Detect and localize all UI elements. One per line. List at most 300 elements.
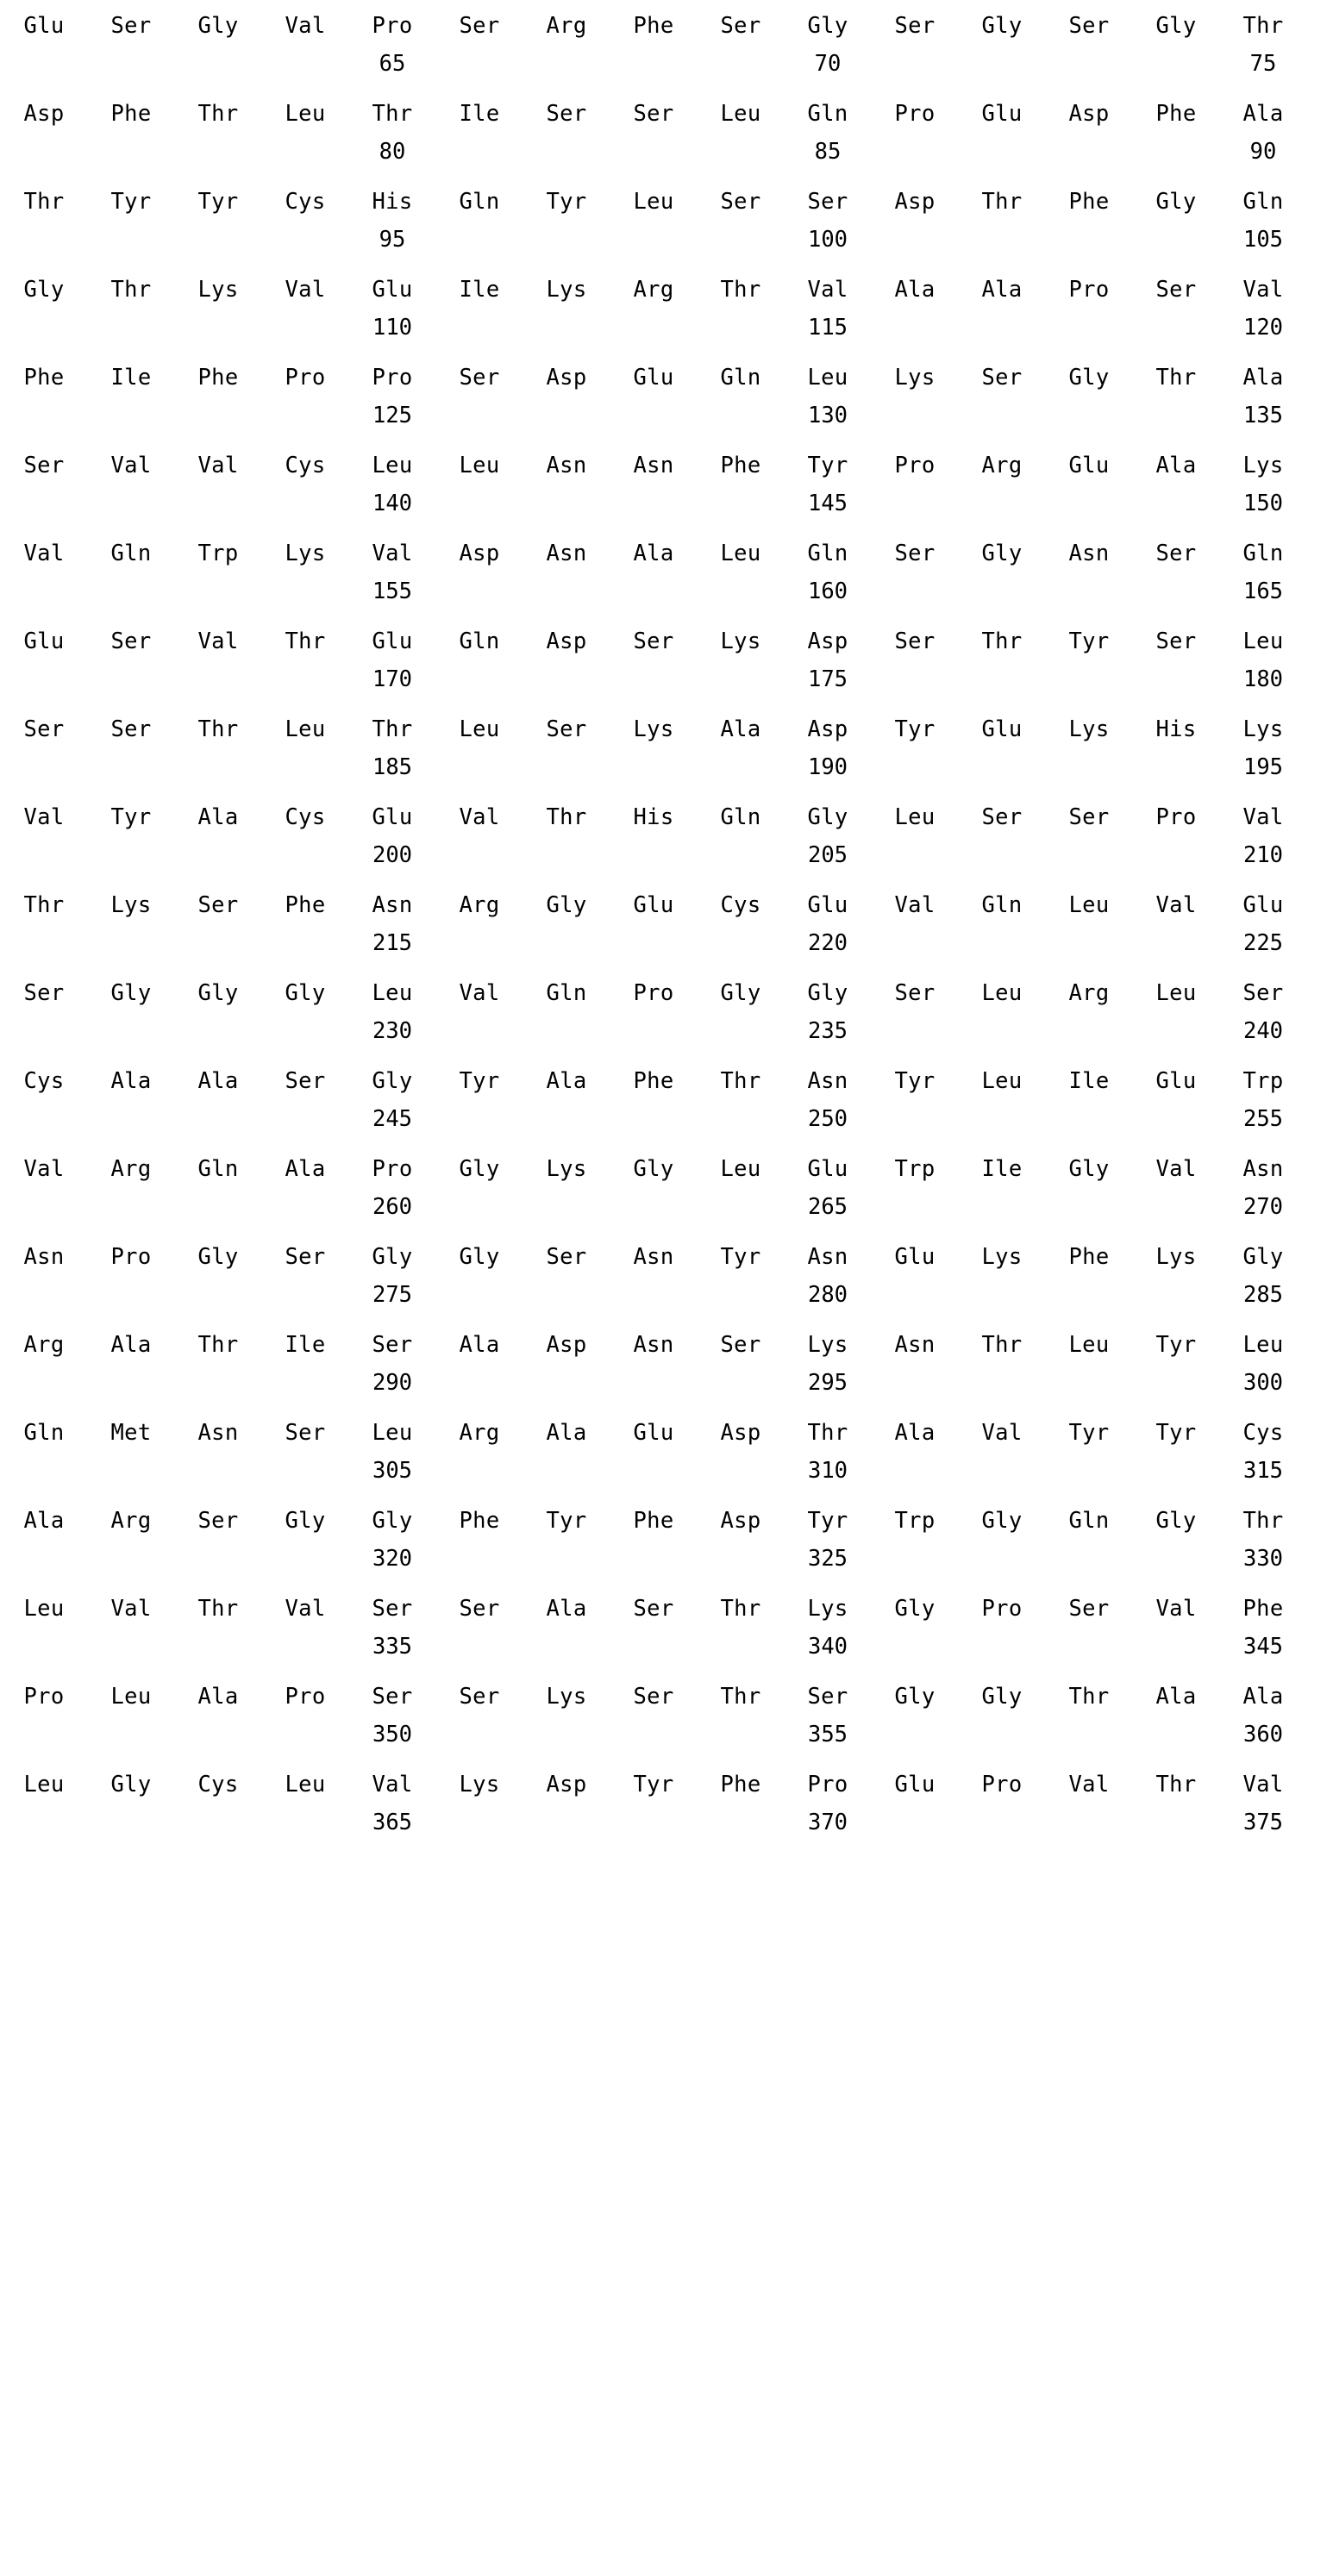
- sequence-block: [19, 1332, 1288, 1396]
- residue-number-row: [19, 314, 1288, 341]
- residue-number-spacer: [19, 1197, 69, 1219]
- residue: Glu: [894, 1772, 936, 1798]
- residue-number-row: [19, 1809, 1288, 1835]
- residue: Ala: [1155, 453, 1197, 478]
- residue: Gln: [197, 1156, 239, 1182]
- residue-number-spacer: [280, 141, 330, 164]
- residue: Phe: [720, 1772, 761, 1798]
- residue-number-spacer: [1064, 1636, 1114, 1659]
- residue-number: 220: [807, 929, 848, 956]
- residue: Ala: [110, 1332, 152, 1358]
- residue-number-spacer: [19, 1021, 69, 1043]
- residue: Asn: [633, 1244, 674, 1270]
- sequence-block: [19, 543, 1288, 603]
- residue-number: 135: [1242, 402, 1284, 428]
- residue-number-spacer: [541, 1372, 591, 1395]
- sequence-block: [19, 980, 1288, 1044]
- residue: Gln: [1242, 541, 1284, 566]
- residue-number-spacer: [541, 141, 591, 164]
- residue: Gly: [372, 1244, 413, 1270]
- residue: Lys: [110, 892, 152, 918]
- residue-number-spacer: [1064, 581, 1114, 603]
- residue: Lys: [807, 1596, 848, 1622]
- residue: Thr: [372, 716, 413, 742]
- residue: Gln: [459, 189, 500, 215]
- residue-number-spacer: [193, 317, 243, 340]
- residue: Asp: [1068, 101, 1110, 127]
- residue: Pro: [23, 1684, 65, 1710]
- residue: Glu: [1242, 892, 1284, 918]
- residue: Ser: [285, 1244, 326, 1270]
- residue: Val: [1068, 1772, 1110, 1798]
- residue-number: 245: [372, 1105, 413, 1132]
- residue-number-spacer: [1064, 1021, 1114, 1043]
- residue-number-spacer: [890, 845, 940, 867]
- residue: Gly: [546, 892, 587, 918]
- residue: Phe: [720, 453, 761, 478]
- residue: Ala: [1242, 365, 1284, 391]
- residue-number-spacer: [977, 933, 1027, 955]
- residue-number-spacer: [977, 1021, 1027, 1043]
- residue-row: [19, 13, 1288, 39]
- residue: Thr: [981, 628, 1023, 654]
- residue: Leu: [110, 1684, 152, 1710]
- residue: Asn: [807, 1068, 848, 1094]
- residue: Leu: [981, 1068, 1023, 1094]
- residue-number-spacer: [1151, 1812, 1201, 1835]
- residue: Lys: [1155, 1244, 1197, 1270]
- residue: Arg: [633, 277, 674, 303]
- residue: Phe: [459, 1508, 500, 1534]
- residue-number-spacer: [193, 1372, 243, 1395]
- residue-number: 95: [379, 226, 406, 253]
- residue: Leu: [807, 365, 848, 391]
- residue: Ser: [1068, 804, 1110, 830]
- residue-number-spacer: [629, 317, 679, 340]
- residue-row: [19, 892, 1288, 918]
- residue-number: 315: [1242, 1457, 1284, 1484]
- residue-number-spacer: [977, 581, 1027, 603]
- residue: Gly: [894, 1684, 936, 1710]
- residue-number-spacer: [541, 1548, 591, 1571]
- residue: Gln: [110, 541, 152, 566]
- residue-number-spacer: [890, 1197, 940, 1219]
- residue-number-spacer: [280, 933, 330, 955]
- residue: Cys: [1242, 1420, 1284, 1446]
- residue-number-spacer: [541, 1197, 591, 1219]
- residue: Gly: [981, 541, 1023, 566]
- residue-number-spacer: [629, 845, 679, 867]
- residue-number-spacer: [890, 53, 940, 76]
- residue-number-spacer: [977, 53, 1027, 76]
- residue-number-spacer: [977, 1460, 1027, 1483]
- residue: Lys: [1242, 716, 1284, 742]
- residue: Phe: [285, 892, 326, 918]
- residue: Ser: [1155, 541, 1197, 566]
- residue-number: 125: [372, 402, 413, 428]
- residue-number-spacer: [19, 581, 69, 603]
- residue: Cys: [285, 189, 326, 215]
- residue-number-spacer: [1064, 933, 1114, 955]
- residue-number-spacer: [629, 1548, 679, 1571]
- residue: Glu: [633, 365, 674, 391]
- sequence-block: [19, 1068, 1288, 1132]
- residue-number-spacer: [19, 493, 69, 516]
- residue-number: 320: [372, 1545, 413, 1572]
- residue-number: 180: [1242, 666, 1284, 692]
- residue-number-spacer: [280, 1285, 330, 1307]
- residue-number-row: [19, 1545, 1288, 1572]
- residue: Asn: [23, 1244, 65, 1270]
- residue: Ala: [197, 804, 239, 830]
- residue: Gly: [459, 1156, 500, 1182]
- residue-number-spacer: [716, 229, 766, 252]
- sequence-block: [19, 1774, 1288, 1834]
- residue-number-spacer: [19, 405, 69, 428]
- residue: Ser: [633, 101, 674, 127]
- residue-number-row: [19, 1105, 1288, 1132]
- residue-number-spacer: [541, 581, 591, 603]
- residue: Val: [23, 1156, 65, 1182]
- residue-number-spacer: [454, 1812, 504, 1835]
- residue-number-spacer: [106, 1372, 156, 1395]
- residue-number-spacer: [890, 493, 940, 516]
- residue: Pro: [285, 1684, 326, 1710]
- residue-number: 185: [372, 753, 413, 780]
- residue: Gly: [372, 1068, 413, 1094]
- residue-number-spacer: [454, 933, 504, 955]
- residue-number: 235: [807, 1017, 848, 1044]
- residue-number-spacer: [890, 1724, 940, 1747]
- residue: Ser: [546, 716, 587, 742]
- residue: Ser: [23, 980, 65, 1006]
- residue-number-row: [19, 929, 1288, 956]
- residue: Phe: [633, 1068, 674, 1094]
- residue: Val: [459, 980, 500, 1006]
- residue: Thr: [197, 716, 239, 742]
- residue: Leu: [372, 453, 413, 478]
- residue-number: 145: [807, 490, 848, 516]
- residue: Gly: [285, 1508, 326, 1534]
- residue: Gln: [807, 541, 848, 566]
- residue-number-spacer: [1151, 669, 1201, 691]
- residue-number-row: [19, 490, 1288, 516]
- residue-number-spacer: [19, 141, 69, 164]
- residue-number-spacer: [454, 1636, 504, 1659]
- residue: Thr: [981, 189, 1023, 215]
- residue-number-spacer: [193, 1636, 243, 1659]
- residue-number-row: [19, 1369, 1288, 1396]
- residue-number-spacer: [541, 229, 591, 252]
- residue-number-spacer: [1064, 669, 1114, 691]
- residue-number-spacer: [890, 1109, 940, 1131]
- residue: Thr: [23, 189, 65, 215]
- residue-number: 190: [807, 753, 848, 780]
- residue: Val: [1242, 277, 1284, 303]
- residue-number: 340: [807, 1633, 848, 1660]
- residue-number-spacer: [977, 1109, 1027, 1131]
- residue: Gln: [807, 101, 848, 127]
- residue-row: [19, 1422, 1288, 1445]
- residue: Ser: [546, 101, 587, 127]
- residue-number-spacer: [454, 141, 504, 164]
- residue: Thr: [1155, 1772, 1197, 1798]
- residue-number-spacer: [193, 1724, 243, 1747]
- residue-number-spacer: [541, 1724, 591, 1747]
- residue-number-spacer: [280, 669, 330, 691]
- residue-row: [19, 455, 1288, 478]
- residue: Leu: [1155, 980, 1197, 1006]
- residue: Tyr: [894, 1068, 936, 1094]
- residue-number-spacer: [890, 229, 940, 252]
- residue: Asp: [546, 365, 587, 391]
- residue-number-spacer: [193, 1285, 243, 1307]
- residue-number-spacer: [1151, 757, 1201, 779]
- residue: Cys: [285, 804, 326, 830]
- residue-number-row: [19, 402, 1288, 428]
- residue-number-spacer: [541, 53, 591, 76]
- residue: Gly: [197, 1244, 239, 1270]
- residue: Tyr: [633, 1772, 674, 1798]
- residue: Ala: [894, 277, 936, 303]
- residue-number: 195: [1242, 753, 1284, 780]
- residue-number-row: [19, 1721, 1288, 1748]
- residue-number: 225: [1242, 929, 1284, 956]
- residue: Cys: [197, 1772, 239, 1798]
- residue: Val: [285, 1596, 326, 1622]
- residue-number-spacer: [716, 1197, 766, 1219]
- residue-number-spacer: [716, 581, 766, 603]
- residue-number-spacer: [1064, 229, 1114, 252]
- residue: Phe: [633, 13, 674, 39]
- residue-row: [19, 1244, 1288, 1270]
- residue: Met: [110, 1420, 152, 1446]
- residue-number-spacer: [1151, 1285, 1201, 1307]
- residue-number-spacer: [1064, 1285, 1114, 1307]
- residue-number-spacer: [454, 757, 504, 779]
- residue-number: 265: [807, 1193, 848, 1220]
- sequence-block: [19, 1422, 1288, 1482]
- sequence-block: [19, 13, 1288, 77]
- residue: Ile: [285, 1332, 326, 1358]
- residue: Phe: [1068, 189, 1110, 215]
- residue-number-spacer: [1064, 1812, 1114, 1835]
- residue-number-row: [19, 841, 1288, 868]
- residue-number: 345: [1242, 1633, 1284, 1660]
- residue: Gly: [807, 980, 848, 1006]
- residue-number-spacer: [19, 317, 69, 340]
- residue-number-spacer: [977, 1548, 1027, 1571]
- residue-number-spacer: [629, 669, 679, 691]
- residue: Arg: [110, 1156, 152, 1182]
- residue: Ala: [546, 1068, 587, 1094]
- residue-number-spacer: [193, 1197, 243, 1219]
- residue-number-spacer: [629, 1109, 679, 1131]
- residue-number-spacer: [1064, 1724, 1114, 1747]
- residue-number-spacer: [1151, 53, 1201, 76]
- residue-number: 360: [1242, 1721, 1284, 1748]
- residue: Gly: [285, 980, 326, 1006]
- residue-number-spacer: [106, 1109, 156, 1131]
- residue: Thr: [285, 628, 326, 654]
- residue: Leu: [1068, 1332, 1110, 1358]
- residue: Leu: [1242, 628, 1284, 654]
- residue: Trp: [197, 541, 239, 566]
- residue-number: 175: [807, 666, 848, 692]
- residue-number-spacer: [541, 669, 591, 691]
- residue-number: 230: [372, 1017, 413, 1044]
- residue-number-spacer: [193, 1021, 243, 1043]
- residue: Ala: [110, 1068, 152, 1094]
- residue-number-spacer: [716, 757, 766, 779]
- residue-number-spacer: [1151, 1636, 1201, 1659]
- residue-number-spacer: [280, 317, 330, 340]
- sequence-block: [19, 279, 1288, 339]
- residue-number-spacer: [280, 405, 330, 428]
- residue-row: [19, 980, 1288, 1006]
- residue: Lys: [546, 1684, 587, 1710]
- residue: Gly: [1155, 13, 1197, 39]
- residue-number-spacer: [716, 1109, 766, 1131]
- residue-number-spacer: [280, 1372, 330, 1395]
- residue: Gly: [807, 804, 848, 830]
- residue-number-spacer: [193, 493, 243, 516]
- residue-row: [19, 367, 1288, 390]
- residue-number-spacer: [454, 1724, 504, 1747]
- residue: Ser: [720, 13, 761, 39]
- residue: Leu: [720, 101, 761, 127]
- residue-number-spacer: [629, 1285, 679, 1307]
- residue: Gly: [1068, 365, 1110, 391]
- residue-number: 115: [807, 314, 848, 341]
- residue: Asp: [807, 628, 848, 654]
- residue: Val: [1155, 1596, 1197, 1622]
- residue: Pro: [1068, 277, 1110, 303]
- residue: Leu: [285, 101, 326, 127]
- residue-number: 140: [372, 490, 413, 516]
- residue: Thr: [23, 892, 65, 918]
- residue: Gly: [981, 1684, 1023, 1710]
- residue-number-spacer: [106, 1460, 156, 1483]
- sequence-block: [19, 1156, 1288, 1220]
- residue-number-spacer: [1151, 1460, 1201, 1483]
- residue: Ser: [23, 453, 65, 478]
- residue-number-spacer: [541, 1636, 591, 1659]
- residue: Trp: [894, 1508, 936, 1534]
- residue: Val: [110, 1596, 152, 1622]
- residue-number-spacer: [106, 933, 156, 955]
- residue: Val: [1242, 804, 1284, 830]
- residue-number-spacer: [19, 53, 69, 76]
- residue-number-spacer: [890, 1812, 940, 1835]
- residue-number-spacer: [629, 1636, 679, 1659]
- residue-number: 365: [372, 1809, 413, 1835]
- residue-number-spacer: [106, 1812, 156, 1835]
- residue-number-spacer: [454, 1372, 504, 1395]
- residue-number-spacer: [977, 405, 1027, 428]
- residue: Pro: [372, 365, 413, 391]
- residue-number-spacer: [106, 1724, 156, 1747]
- residue: Gln: [981, 892, 1023, 918]
- residue: Arg: [459, 892, 500, 918]
- residue: Leu: [981, 980, 1023, 1006]
- residue-number-spacer: [629, 1460, 679, 1483]
- residue: Lys: [459, 1772, 500, 1798]
- residue: Glu: [981, 101, 1023, 127]
- residue-number-spacer: [716, 1021, 766, 1043]
- residue: Ile: [110, 365, 152, 391]
- residue-row: [19, 1332, 1288, 1358]
- residue: Glu: [981, 716, 1023, 742]
- residue: Ser: [459, 365, 500, 391]
- residue-row: [19, 191, 1288, 214]
- residue-number-spacer: [629, 1197, 679, 1219]
- residue-number-row: [19, 666, 1288, 692]
- residue-number-spacer: [629, 1021, 679, 1043]
- residue: Ile: [459, 101, 500, 127]
- residue-number-spacer: [193, 53, 243, 76]
- residue-number-spacer: [454, 581, 504, 603]
- residue-number-spacer: [193, 229, 243, 252]
- residue: Gly: [1068, 1156, 1110, 1182]
- residue-number-spacer: [977, 493, 1027, 516]
- residue: Tyr: [546, 189, 587, 215]
- residue: Lys: [197, 277, 239, 303]
- residue: Tyr: [197, 189, 239, 215]
- residue-number-spacer: [1151, 1548, 1201, 1571]
- residue: Glu: [23, 628, 65, 654]
- residue-number-spacer: [541, 933, 591, 955]
- residue: Thr: [720, 1684, 761, 1710]
- residue: Lys: [1242, 453, 1284, 478]
- residue: Phe: [1155, 101, 1197, 127]
- residue-number: 75: [1249, 50, 1277, 77]
- residue-number-spacer: [280, 53, 330, 76]
- residue: Gly: [981, 13, 1023, 39]
- residue: Val: [459, 804, 500, 830]
- residue: His: [1155, 716, 1197, 742]
- residue-number-spacer: [716, 317, 766, 340]
- residue-number-spacer: [454, 1460, 504, 1483]
- residue-number: 110: [372, 314, 413, 341]
- residue: Ser: [110, 628, 152, 654]
- residue: Val: [23, 541, 65, 566]
- residue: Glu: [807, 892, 848, 918]
- residue-number-spacer: [1151, 1021, 1201, 1043]
- residue: Gly: [720, 980, 761, 1006]
- residue: Gly: [981, 1508, 1023, 1534]
- residue-number: 240: [1242, 1017, 1284, 1044]
- residue: Gly: [197, 13, 239, 39]
- residue-number: 290: [372, 1369, 413, 1396]
- residue: Ser: [894, 980, 936, 1006]
- residue: Trp: [1242, 1068, 1284, 1094]
- residue-number-spacer: [890, 1548, 940, 1571]
- residue-number-spacer: [454, 405, 504, 428]
- residue-number: 120: [1242, 314, 1284, 341]
- residue: Leu: [633, 189, 674, 215]
- residue-number: 295: [807, 1369, 848, 1396]
- residue-number-spacer: [106, 1021, 156, 1043]
- residue-number-spacer: [1064, 1197, 1114, 1219]
- residue-number-spacer: [1151, 1724, 1201, 1747]
- residue: Phe: [1068, 1244, 1110, 1270]
- residue-number-spacer: [193, 141, 243, 164]
- residue-row: [19, 804, 1288, 830]
- residue-number-row: [19, 50, 1288, 77]
- residue: Leu: [372, 980, 413, 1006]
- residue: Cys: [23, 1068, 65, 1094]
